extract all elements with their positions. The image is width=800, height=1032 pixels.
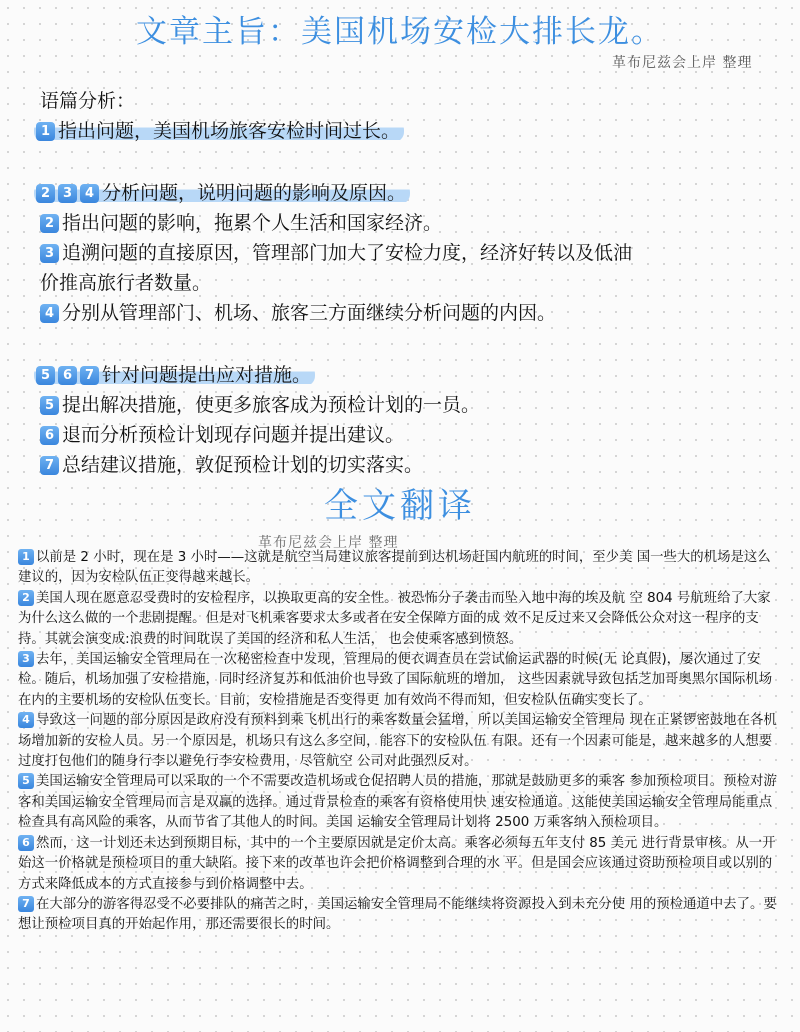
badge-4: 4 <box>80 184 99 203</box>
badge-3: 3 <box>58 184 77 203</box>
paragraph-badge: 7 <box>18 896 34 912</box>
analysis-item <box>40 208 780 238</box>
item-text: 追溯问题的直接原因，管理部门加大了安检力度，经济好转以及低油 <box>62 242 633 264</box>
badge-1: 1 <box>36 122 55 141</box>
translation-paragraph-2 <box>18 589 782 650</box>
badge-6: 6 <box>58 366 77 385</box>
analysis-item <box>40 420 780 450</box>
paragraph-badge: 1 <box>18 549 34 565</box>
badge-7: 7 <box>80 366 99 385</box>
item-badge: 3 <box>40 244 59 263</box>
translation-paragraph-3 <box>18 650 782 711</box>
section-heading <box>34 120 404 142</box>
analysis-item <box>40 298 780 328</box>
section-heading-text: 指出问题，美国机场旅客安检时间过长。 <box>58 120 401 142</box>
item-badge: 4 <box>40 304 59 323</box>
paragraph-badge: 5 <box>18 773 34 789</box>
paragraph-text: 去年，美国运输安全管理局在一次秘密检查中发现，管理局的便衣调查员在尝试偷运武器的时候(无 论真假)，屡次通过了安检。随后，机场加强了安检措施，同时经济复苏和低油价也导致了国际航班的增加， 这些因素就导致包括芝加哥奥黑尔国际机场在内的主要机场的安检队伍变长。目前，安检措施是否变得更 加有效尚不得而知，但安检队伍确实变长了。 <box>18 652 773 708</box>
translation-paragraph-1 <box>18 548 782 589</box>
item-text: 分别从管理部门、机场、旅客三方面继续分析问题的内因。 <box>62 302 557 324</box>
paragraph-text: 然而，这一计划还未达到预期目标，其中的一个主要原因就是定价太高。乘客必须每五年支付 85 美元 进行背景审核。从一开始这一价格就是预检项目的重大缺陷。接下来的改革也许会把价格调整到合理的水 平。但是国会应该通过资助预检项目或以别的方式来降低成本的方式直接参与到价格调整中去。 <box>18 835 776 892</box>
item-text: 提出解决措施，使更多旅客成为预检计划的一员。 <box>62 394 481 416</box>
section-heading <box>34 182 410 204</box>
item-text-continued: 价推高旅行者数量。 <box>40 272 212 294</box>
paragraph-badge: 4 <box>18 712 34 728</box>
paragraph-text: 美国人现在愿意忍受费时的安检程序，以换取更高的安全性。被恐怖分子袭击而坠入地中海的埃及航 空 804 号航班给了大家为什么这么做的一个悲剧提醒。但是对飞机乘客要求太多或者在安全保障方面的成 效不足反过来又会降低公众对这一程序的支持。其就会演变成:浪费的时间耽误了美国的经济和私人生活， 也会使乘客感到愤怒。 <box>18 590 771 647</box>
full-translation <box>18 548 782 936</box>
paragraph-text: 美国运输安全管理局可以采取的一个不需要改造机场或仓促招聘人员的措施，那就是鼓励更多的乘客 参加预检项目。预检对游客和美国运输安全管理局而言是双赢的选择。通过背景检查的乘客有资格使用快 速安检通道。这能使美国运输安全管理局能重点检查具有高风险的乘客，从而节省了其他人的时间。美国 运输安全管理局计划将 2500 万乘客纳入预检项目。 <box>18 774 777 831</box>
item-text: 退而分析预检计划现存问题并提出建议。 <box>62 424 405 446</box>
paragraph-badge: 6 <box>18 835 34 851</box>
paragraph-badge: 3 <box>18 651 34 667</box>
item-badge: 5 <box>40 396 59 415</box>
page-title: 文章主旨：美国机场安检大排长龙。 <box>136 14 664 50</box>
badge-5: 5 <box>36 366 55 385</box>
analysis-section-2 <box>40 178 780 328</box>
item-badge: 7 <box>40 456 59 475</box>
badge-2: 2 <box>36 184 55 203</box>
item-text: 总结建议措施，敦促预检计划的切实落实。 <box>62 454 424 476</box>
credit-watermark-mid: 革布尼兹会上岸 整理 <box>258 535 399 551</box>
section-heading-text: 分析问题，说明问题的影响及原因。 <box>102 182 407 204</box>
item-badge: 2 <box>40 214 59 233</box>
translation-paragraph-5 <box>18 772 782 833</box>
item-badge: 6 <box>40 426 59 445</box>
translation-paragraph-4 <box>18 711 782 772</box>
item-text: 指出问题的影响，拖累个人生活和国家经济。 <box>62 212 443 234</box>
credit-watermark-top: 革布尼兹会上岸 整理 <box>612 55 753 71</box>
translation-paragraph-7 <box>18 895 782 936</box>
analysis-section-3 <box>40 360 780 480</box>
section-heading-text: 针对问题提出应对措施。 <box>102 364 312 386</box>
paragraph-text: 在大部分的游客得忍受不必要排队的痛苦之时，美国运输安全管理局不能继续将资源投入到未充分使 用的预检通道中去了。要想让预检项目真的开始起作用，那还需要很长的时间。 <box>18 896 777 933</box>
paragraph-text: 导致这一问题的部分原因是政府没有预料到乘飞机出行的乘客数量会猛增，所以美国运输安全管理局 现在正紧锣密鼓地在各机场增加新的安检人员。另一个原因是，机场只有这么多空间，能容下的安检队伍 有限。还有一个因素可能是，越来越多的人想要过度打包他们的随身行李以避免行李安检费用，尽管航空 公司对此强烈反对。 <box>18 713 777 770</box>
section-heading <box>34 364 315 386</box>
analysis-heading: 语篇分析： <box>40 90 136 112</box>
analysis-item <box>40 238 780 268</box>
analysis-item <box>40 390 780 420</box>
discourse-analysis <box>40 86 780 480</box>
paragraph-badge: 2 <box>18 590 34 606</box>
translation-paragraph-6 <box>18 834 782 895</box>
analysis-item <box>40 450 780 480</box>
paragraph-text: 以前是 2 小时，现在是 3 小时——这就是航空当局建议旅客提前到达机场赶国内航班的时间，至少美 国一些大的机场是这么建议的，因为安检队伍正变得越来越长。 <box>18 550 771 586</box>
translation-title: 全文翻译 <box>324 486 476 526</box>
analysis-section-1 <box>40 116 780 146</box>
